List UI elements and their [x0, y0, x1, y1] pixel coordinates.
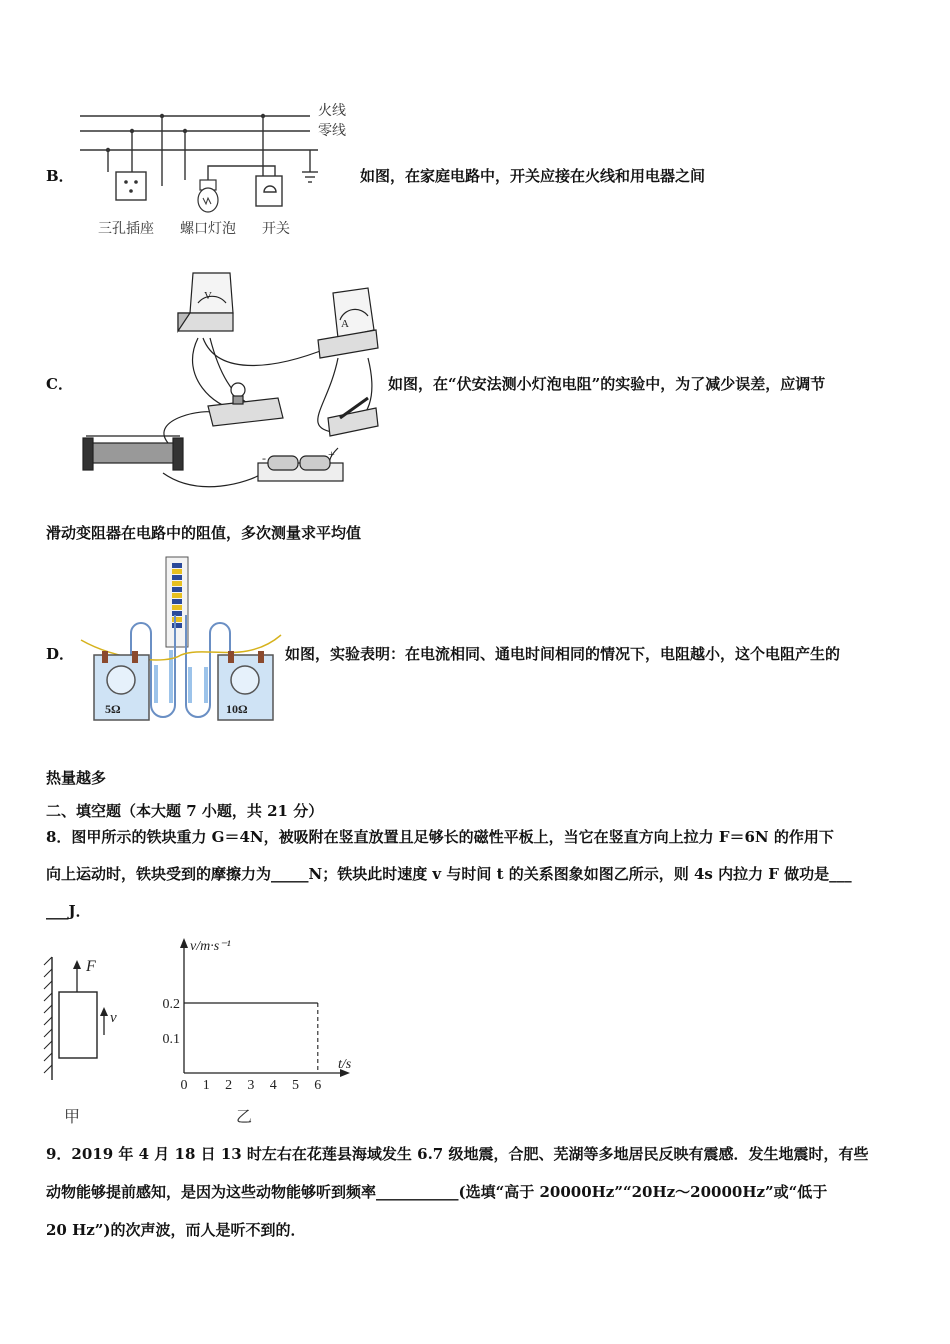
velocity-label: v: [110, 1010, 117, 1026]
figure-yi-caption: 乙: [236, 1107, 253, 1126]
option-c-text-line1: 如图，在“伏安法测小灯泡电阻”的实验中，为了减少误差，应调节: [388, 375, 826, 393]
bulb-label: 螺口灯泡: [180, 221, 236, 237]
chart-x-tick: 2: [225, 1078, 233, 1093]
option-d-text-line2: 热量越多: [46, 769, 107, 787]
chart-y-arrow: [180, 938, 188, 948]
q9-line1: 9．2019 年 4 月 18 日 13 时左右在花莲县海域发生 6.7 级地震，合肥、芜湖等多地居民反映有震感．发生地震时，有些: [46, 1145, 869, 1163]
voltammetry-circuit-figure: [78, 258, 398, 488]
neutral-wire-label: 零线: [318, 123, 346, 139]
velocity-time-chart: [150, 930, 380, 1100]
battery-plus: +: [328, 447, 335, 461]
ammeter-symbol: A: [341, 318, 349, 330]
option-c-text-line2: 滑动变阻器在电路中的阻值，多次测量求平均值: [46, 524, 362, 542]
joule-heating-figure: [76, 555, 286, 725]
section-heading: 二、填空题（本大题 7 小题，共 21 分）: [46, 802, 324, 820]
chart-x-tick: 0: [180, 1078, 188, 1093]
chart-x-tick: 4: [269, 1078, 277, 1093]
resistor-5-label: 5Ω: [105, 702, 121, 716]
q9-line2: 动物能够提前感知，是因为这些动物能够听到频率___________(选填“高于 20000Hz”“20Hz～20000Hz”或“低于: [46, 1183, 828, 1201]
live-wire-label: 火线: [318, 103, 346, 119]
q8-line3: ___J．: [46, 902, 91, 920]
chart-x-tick: 6: [314, 1078, 322, 1093]
figure-jia-caption: 甲: [64, 1107, 81, 1126]
chart-x-tick: 5: [292, 1078, 299, 1093]
chart-x-tick: 1: [202, 1078, 210, 1093]
q8-line2: 向上运动时，铁块受到的摩擦力为_____N；铁块此时速度 v 与时间 t 的关系图象如图乙所示，则 4s 内拉力 F 做功是___: [46, 865, 852, 883]
option-b-text: 如图，在家庭电路中，开关应接在火线和用电器之间: [360, 167, 706, 185]
option-c-label: C．: [46, 375, 73, 393]
voltmeter-symbol: V: [204, 290, 212, 302]
switch-label: 开关: [262, 221, 290, 237]
q8-line1: 8．图甲所示的铁块重力 G＝4N，被吸附在竖直放置且足够长的磁性平板上，当它在竖直方向上拉力 F＝6N 的作用下: [46, 828, 834, 846]
q9-line3: 20 Hz”)的次声波，而人是听不到的．: [46, 1221, 306, 1239]
chart-xlabel: t/s: [338, 1057, 352, 1072]
chart-ylabel: v/m·s⁻¹: [190, 939, 231, 954]
battery-minus: -: [262, 451, 266, 465]
chart-x-tick: 3: [247, 1078, 255, 1093]
option-d-label: D．: [46, 645, 75, 663]
chart-y-tick: 0.1: [162, 1032, 180, 1047]
chart-y-tick: 0.2: [162, 997, 180, 1012]
resistor-10-label: 10Ω: [226, 702, 248, 716]
force-label: F: [86, 958, 96, 975]
option-d-text-line1: 如图，实验表明：在电流相同、通电时间相同的情况下，电阻越小，这个电阻产生的: [285, 645, 841, 663]
socket-label: 三孔插座: [98, 221, 154, 237]
option-b-label: B．: [46, 167, 74, 185]
